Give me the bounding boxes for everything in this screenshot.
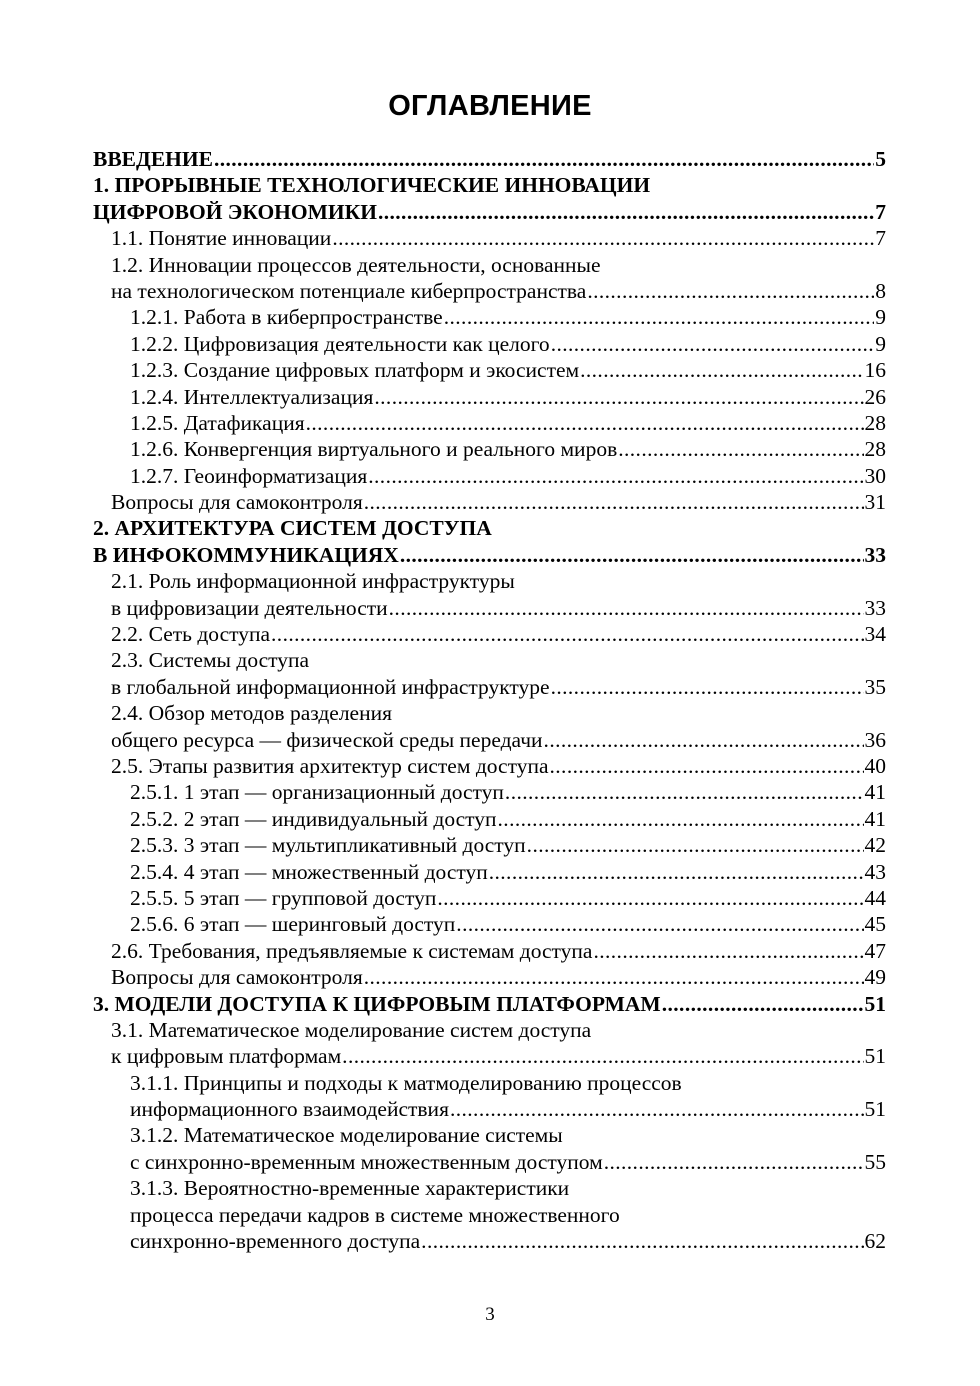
toc-entry-title: 2.5.3. 3 этап — мультипликативный доступ [130, 833, 526, 858]
toc-entry[interactable] [93, 779, 886, 805]
page-number: 3 [485, 1304, 495, 1325]
toc-entry-title: 1.2. Инновации процессов деятельности, основанные [111, 252, 601, 277]
toc-entry-title: 1.2.5. Датафикация [130, 410, 305, 435]
dot-leader [587, 278, 874, 304]
toc-entry-title: 2.5.4. 4 этап — множественный доступ [130, 859, 488, 884]
toc-entry-page: 34 [864, 622, 886, 647]
toc-entry[interactable] [93, 172, 886, 198]
toc-entry-page: 9 [875, 331, 886, 356]
toc-entry-title: 2.2. Сеть доступа [111, 622, 271, 647]
dot-leader [593, 938, 863, 964]
toc-entry[interactable] [93, 278, 886, 304]
toc-entry[interactable] [93, 1043, 886, 1069]
toc-entry-title: 1.2.3. Создание цифровых платформ и экосистем [130, 358, 580, 383]
toc-entry-page: 40 [864, 753, 886, 778]
toc-entry-page: 49 [864, 965, 886, 990]
toc-entry[interactable] [93, 700, 886, 726]
dot-leader [456, 911, 863, 937]
toc-entry-title: ВВЕДЕНИЕ [93, 147, 213, 171]
dot-leader [214, 146, 874, 172]
toc-entry-title: 2.5.1. 1 этап — организационный доступ [130, 780, 504, 805]
toc-entry-title: на технологическом потенциале киберпространства [111, 278, 587, 303]
dot-leader [580, 357, 863, 383]
toc-entry-title: 2.6. Требования, предъявляемые к системам доступа [111, 938, 593, 963]
toc-entry-title: 2.1. Роль информационной инфраструктуры [111, 569, 515, 594]
toc-entry[interactable] [93, 727, 886, 753]
dot-leader [437, 885, 863, 911]
dot-leader [271, 621, 863, 647]
toc-entry[interactable] [93, 1122, 886, 1148]
dot-leader [400, 542, 864, 568]
toc-entry-page: 30 [864, 463, 886, 488]
page-title: ОГЛАВЛЕНИЕ [388, 90, 592, 122]
toc-entry-title: с синхронно-временным множественным доступом [130, 1149, 603, 1174]
toc-entry-page: 51 [864, 1097, 886, 1122]
toc-entry-title: 1.2.2. Цифровизация деятельности как целого [130, 331, 550, 356]
dot-leader [489, 859, 864, 885]
toc-entry-title: 2.4. Обзор методов разделения [111, 701, 392, 726]
toc-entry[interactable] [93, 832, 886, 858]
dot-leader [527, 832, 864, 858]
toc-entry-title: общего ресурса — физической среды передачи [111, 727, 543, 752]
dot-leader [498, 806, 864, 832]
toc-entry-page: 5 [875, 147, 886, 171]
toc-entry-title: 1.2.1. Работа в киберпространстве [130, 305, 443, 330]
toc-entry-title: Вопросы для самоконтроля [111, 490, 363, 515]
toc-entry[interactable] [93, 568, 886, 594]
dot-leader [364, 489, 864, 515]
toc-entry[interactable] [93, 991, 886, 1017]
dot-leader [421, 1228, 863, 1254]
toc-entry[interactable] [93, 621, 886, 647]
table-of-contents [93, 146, 886, 1254]
toc-entry-page: 7 [875, 199, 886, 224]
dot-leader [368, 463, 863, 489]
dot-leader [364, 964, 864, 990]
dot-leader [604, 1149, 864, 1175]
toc-entry[interactable] [93, 911, 886, 937]
toc-entry-page: 36 [864, 727, 886, 752]
toc-entry-title: 1.2.6. Конвергенция виртуального и реального миров [130, 437, 618, 462]
dot-leader [450, 1096, 864, 1122]
toc-entry-title: 2.3. Системы доступа [111, 648, 310, 673]
toc-entry-page: 45 [864, 912, 886, 937]
toc-entry-page: 47 [864, 938, 886, 963]
toc-entry-title: 3.1. Математическое моделирование систем доступа [111, 1017, 592, 1042]
toc-entry-title: ЦИФРОВОЙ ЭКОНОМИКИ [93, 199, 377, 224]
toc-entry-title: 2.5.6. 6 этап — шеринговый доступ [130, 912, 456, 937]
toc-entry-title: синхронно-временного доступа [130, 1229, 421, 1254]
toc-entry-page: 33 [864, 542, 886, 567]
dot-leader [505, 779, 864, 805]
toc-entry-title: В ИНФОКОММУНИКАЦИЯХ [93, 542, 399, 567]
toc-entry-page: 26 [864, 384, 886, 409]
toc-entry-title: 3.1.3. Вероятностно-временные характеристики [130, 1176, 570, 1201]
toc-entry[interactable] [93, 146, 886, 172]
toc-entry[interactable] [93, 964, 886, 990]
toc-entry-title: 3.1.1. Принципы и подходы к матмоделированию процессов [130, 1070, 682, 1095]
toc-entry-title: 2. АРХИТЕКТУРА СИСТЕМ ДОСТУПА [93, 516, 492, 541]
dot-leader [550, 753, 864, 779]
toc-entry[interactable] [93, 1149, 886, 1175]
toc-entry[interactable] [93, 410, 886, 436]
toc-entry[interactable] [93, 1017, 886, 1043]
toc-entry[interactable] [93, 1175, 886, 1201]
dot-leader [618, 436, 863, 462]
toc-entry-page: 44 [864, 885, 886, 910]
dot-leader [306, 410, 864, 436]
toc-entry-title: 1. ПРОРЫВНЫЕ ТЕХНОЛОГИЧЕСКИЕ ИННОВАЦИИ [93, 173, 651, 198]
toc-entry[interactable] [93, 885, 886, 911]
toc-entry-title: Вопросы для самоконтроля [111, 965, 363, 990]
toc-entry-title: 2.5.5. 5 этап — групповой доступ [130, 885, 437, 910]
dot-leader [551, 331, 875, 357]
toc-entry[interactable] [93, 647, 886, 673]
toc-entry[interactable] [93, 674, 886, 700]
toc-entry-page: 55 [864, 1149, 886, 1174]
dot-leader [342, 1043, 863, 1069]
toc-entry-page: 35 [864, 674, 886, 699]
toc-entry[interactable] [93, 463, 886, 489]
toc-entry-page: 41 [864, 780, 886, 805]
toc-entry[interactable] [93, 753, 886, 779]
toc-entry[interactable] [93, 542, 886, 568]
toc-entry-title: в глобальной информационной инфраструктуре [111, 674, 550, 699]
toc-entry-page: 62 [864, 1229, 886, 1254]
toc-entry-page: 7 [875, 226, 886, 251]
toc-entry[interactable] [93, 1070, 886, 1096]
dot-leader [378, 199, 874, 225]
toc-entry[interactable] [93, 515, 886, 541]
toc-entry-page: 28 [864, 437, 886, 462]
toc-entry-title: информационного взаимодействия [130, 1097, 449, 1122]
toc-entry-title: 1.1. Понятие инновации [111, 226, 332, 251]
toc-entry-page: 51 [864, 1044, 886, 1069]
toc-entry-title: 3.1.2. Математическое моделирование системы [130, 1123, 563, 1148]
toc-entry[interactable] [93, 357, 886, 383]
dot-leader [551, 674, 864, 700]
toc-entry-page: 51 [864, 991, 886, 1016]
toc-entry-page: 33 [864, 595, 886, 620]
toc-entry[interactable] [93, 225, 886, 251]
toc-entry-title: к цифровым платформам [111, 1044, 342, 1069]
toc-entry-page: 28 [864, 410, 886, 435]
toc-entry[interactable] [93, 331, 886, 357]
toc-entry[interactable] [93, 199, 886, 225]
toc-entry[interactable] [93, 384, 886, 410]
toc-entry[interactable] [93, 806, 886, 832]
toc-entry-title: 1.2.4. Интеллектуализация [130, 384, 374, 409]
toc-entry[interactable] [93, 304, 886, 330]
toc-entry[interactable] [93, 1096, 886, 1122]
toc-entry[interactable] [93, 859, 886, 885]
toc-entry[interactable] [93, 1228, 886, 1254]
toc-entry-page: 43 [864, 859, 886, 884]
dot-leader [662, 991, 864, 1017]
toc-entry[interactable] [93, 1202, 886, 1228]
toc-entry[interactable] [93, 252, 886, 278]
toc-entry[interactable] [93, 938, 886, 964]
toc-entry-page: 9 [875, 305, 886, 330]
dot-leader [374, 384, 863, 410]
toc-entry-title: 2.5.2. 2 этап — индивидуальный доступ [130, 806, 497, 831]
toc-entry-title: в цифровизации деятельности [111, 595, 388, 620]
toc-entry-page: 16 [864, 358, 886, 383]
toc-entry-page: 8 [875, 278, 886, 303]
toc-entry[interactable] [93, 489, 886, 515]
toc-entry-page: 42 [864, 833, 886, 858]
toc-entry-page: 41 [864, 806, 886, 831]
toc-entry-title: процесса передачи кадров в системе множественного [130, 1202, 620, 1227]
toc-entry-title: 3. МОДЕЛИ ДОСТУПА К ЦИФРОВЫМ ПЛАТФОРМАМ [93, 991, 661, 1016]
toc-entry-title: 1.2.7. Геоинформатизация [130, 463, 368, 488]
dot-leader [444, 304, 875, 330]
toc-entry[interactable] [93, 436, 886, 462]
dot-leader [544, 727, 864, 753]
toc-entry-page: 31 [864, 490, 886, 515]
dot-leader [389, 595, 864, 621]
toc-entry-title: 2.5. Этапы развития архитектур систем доступа [111, 753, 549, 778]
dot-leader [332, 225, 874, 251]
toc-entry[interactable] [93, 595, 886, 621]
